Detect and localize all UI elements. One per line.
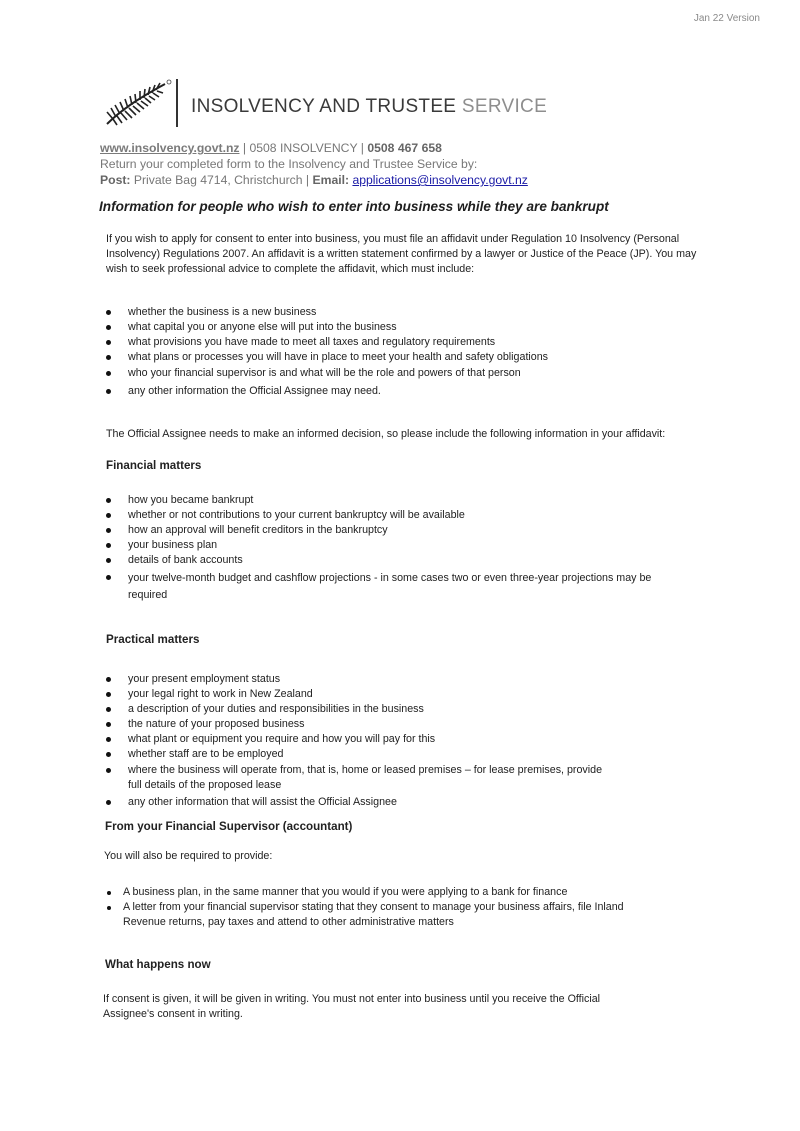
intro-paragraph: If you wish to apply for consent to enter into business, you must file an affidavit under Regulation 10 Insolvency (Personal Insolvency) Regulations 2007. An affidavit is a written statement confirmed by a lawyer or Justice of the Peace (JP). You may wish to seek professional advice to complete the affidavit, which must include: xyxy=(106,233,697,275)
silver-fern-icon xyxy=(103,78,175,130)
list-item: what provisions you have made to meet all taxes and regulatory requirements xyxy=(104,335,548,350)
logo-title-light: SERVICE xyxy=(461,96,548,117)
post-address: Private Bag 4714, Christchurch | xyxy=(130,173,313,187)
list-item: A letter from your financial supervisor stating that they consent to manage your business affairs, file Inland Revenue returns, pay taxes and attend to other administrative matters xyxy=(104,900,664,930)
list-item: the nature of your proposed business xyxy=(104,717,614,732)
phone-number: 0508 467 658 xyxy=(367,141,442,155)
financial-list xyxy=(104,493,684,604)
website-link[interactable]: www.insolvency.govt.nz xyxy=(100,141,240,155)
affidavit-list xyxy=(104,305,548,399)
list-item: whether staff are to be employed xyxy=(104,747,614,762)
practical-list xyxy=(104,672,614,810)
list-item: details of bank accounts xyxy=(104,553,684,568)
financial-heading: Financial matters xyxy=(106,459,202,472)
logo-divider xyxy=(176,79,178,127)
list-item: what plant or equipment you require and how you will pay for this xyxy=(104,732,614,747)
list-item: A business plan, in the same manner that you would if you were applying to a bank for finance xyxy=(104,885,664,900)
list-item: any other information the Official Assignee may need. xyxy=(104,384,548,399)
supervisor-list xyxy=(104,885,664,930)
list-item: where the business will operate from, that is, home or leased premises – for lease premises, provide full details of the proposed lease xyxy=(104,763,614,793)
list-item: what plans or processes you will have in place to meet your health and safety obligations xyxy=(104,350,548,365)
list-item: how you became bankrupt xyxy=(104,493,684,508)
page-title: Information for people who wish to enter into business while they are bankrupt xyxy=(99,199,609,214)
list-item: your twelve-month budget and cashflow projections - in some cases two or even three-year projections may be required xyxy=(104,570,684,604)
list-item: whether or not contributions to your current bankruptcy will be available xyxy=(104,508,684,523)
list-item: a description of your duties and responsibilities in the business xyxy=(104,702,614,717)
logo-title-main: INSOLVENCY AND TRUSTEE xyxy=(191,96,457,117)
email-link[interactable]: applications@insolvency.govt.nz xyxy=(352,173,528,187)
list-item: your legal right to work in New Zealand xyxy=(104,687,614,702)
next-heading: What happens now xyxy=(105,958,211,971)
contact-block xyxy=(100,140,528,188)
email-label: Email: xyxy=(312,173,350,187)
list-item: your business plan xyxy=(104,538,684,553)
contact-separator: | 0508 INSOLVENCY | xyxy=(239,141,368,155)
list-item: whether the business is a new business xyxy=(104,305,548,320)
insolvency-logo xyxy=(103,76,548,132)
supervisor-intro: You will also be required to provide: xyxy=(104,850,273,862)
list-item: any other information that will assist the Official Assignee xyxy=(104,795,614,810)
assignee-note: The Official Assignee needs to make an informed decision, so please include the following information in your affidavit: xyxy=(106,428,666,440)
logo-wordmark xyxy=(191,96,547,118)
practical-heading: Practical matters xyxy=(106,633,200,646)
list-item: who your financial supervisor is and what will be the role and powers of that person xyxy=(104,366,548,381)
version-label: Jan 22 Version xyxy=(693,13,760,24)
supervisor-heading: From your Financial Supervisor (accountant) xyxy=(105,820,353,833)
list-item: what capital you or anyone else will put into the business xyxy=(104,320,548,335)
return-line: Return your completed form to the Insolvency and Trustee Service by: xyxy=(100,157,478,171)
next-paragraph: If consent is given, it will be given in writing. You must not enter into business until you receive the Official Assignee's consent in writing. xyxy=(103,993,601,1020)
list-item: your present employment status xyxy=(104,672,614,687)
list-item: how an approval will benefit creditors in the bankruptcy xyxy=(104,523,684,538)
post-label: Post: xyxy=(100,173,131,187)
